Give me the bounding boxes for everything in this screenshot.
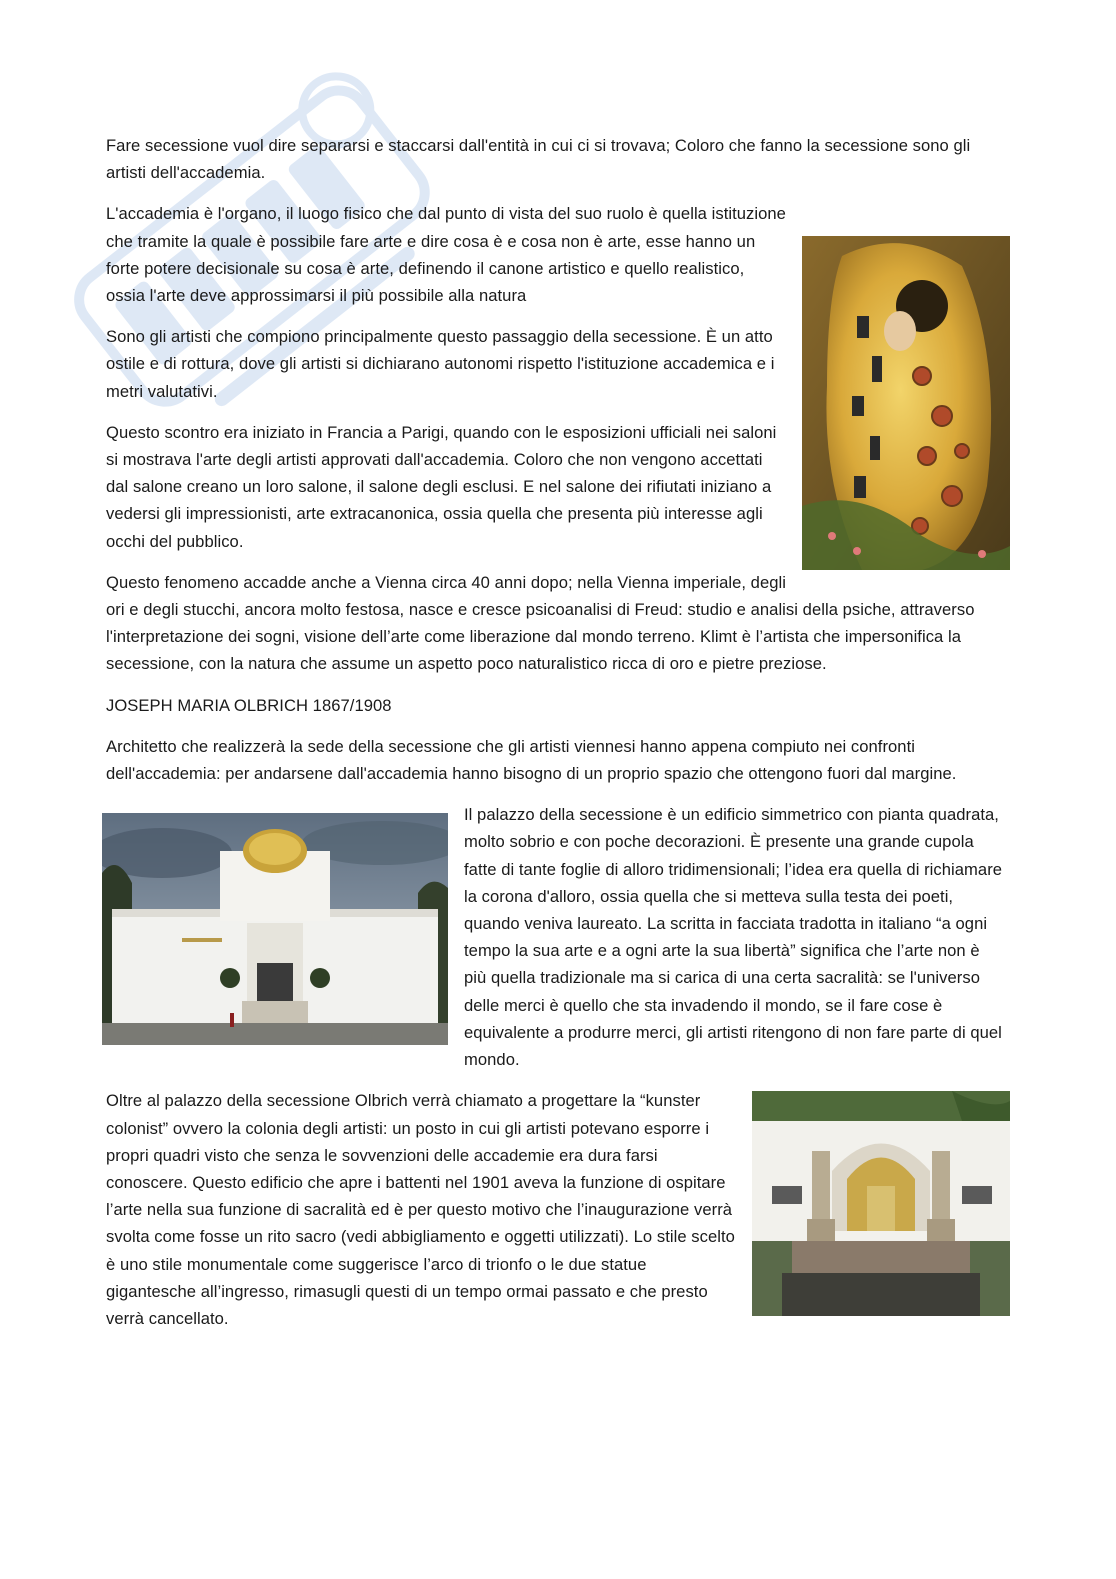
klimt-kiss-painting bbox=[802, 236, 1010, 570]
paragraph-7: Architetto che realizzerà la sede della secessione che gli artisti viennesi hanno appena compiuto nei confronti dell'accademia: per andarsene dall'accademia hanno bisogno di un proprio spazio che ottengono fuori dal margine. bbox=[106, 736, 957, 784]
paragraph-3: Sono gli artisti che compiono principalmente questo passaggio della secessione. È un atto ostile e di rottura, dove gli artisti si dichiarano autonomi rispetto l'istituzione accademica e i metri valutativi. bbox=[106, 327, 775, 401]
paragraph-2: L'accademia è l'organo, il luogo fisico che dal punto di vista del suo ruolo è quella istituzione che tramite la quale è possibile fare arte e dire cosa è e cosa non è arte, esse hanno un forte potere decisionale su cosa è arte, definendo il canone artistico e quello realistico, ossia l'arte deve approssimarsi il più possibile alla natura bbox=[106, 204, 786, 306]
painting-gold-embrace-icon bbox=[802, 236, 1010, 570]
paragraph-4: Questo scontro era iniziato in Francia a Parigi, quando con le esposizioni ufficiali nei saloni si mostrava l'arte degli artisti approvati dall'accademia. Coloro che non vengono accettati dal salone creano un loro salone, il salone degli esclusi. E nel salone dei rifiutati iniziano a vedersi gli impressionisti, arte extracanonica, ossia quella che presenta più interesse agli occhi del pubblico. bbox=[106, 422, 777, 551]
paragraph-8: Il palazzo della secessione è un edificio simmetrico con pianta quadrata, molto sobrio e con poche decorazioni. È presente una grande cupola fatte di tante foglie di alloro tridimensionali; l’idea era quella di richiamare la corona d'alloro, ossia quella che si metteva sulla testa dei poeti, quando veniva laureato. La scritta in facciata tradotta in italiano “a ogni tempo la sua arte e a ogni arte la sua libertà” significa che l’arte non è più quella tradizionale ma si carica di una certa sacralità: se l'universo delle merci è quello che sta invadendo il mondo, se il fare cose è equivalente a produrre merci, gli artisti ritengono di non fare parte di quel mondo. bbox=[464, 805, 1003, 1070]
photo-white-building-golden-dome-icon bbox=[102, 813, 448, 1045]
section-heading-olbrich: JOSEPH MARIA OLBRICH 1867/1908 bbox=[106, 695, 392, 715]
secession-building-photo bbox=[102, 813, 448, 1045]
artists-colony-photo bbox=[752, 1091, 1010, 1316]
paragraph-9: Oltre al palazzo della secessione Olbrich verrà chiamato a progettare la “kunster colonist” ovvero la colonia degli artisti: un posto in cui gli artisti potevano esporre i propri quadri visto che senza le sovvenzioni delle accademie era dura farsi conoscere. Questo edificio che apre i battenti nel 1901 aveva la funzione di ospitare l’arte nella sua funzione di sacralità ed è per questo motivo che l’inaugurazione verrà svolta come fosse un rito sacro (vedi abbigliamento e oggetti utilizzati). Lo stile scelto è uno stile monumentale come suggerisce l’arco di trionfo o le due statue gigantesche all’ingresso, rimasugli questi di un tempo ormai passato e che presto verrà cancellato. bbox=[106, 1091, 735, 1328]
paragraph-5: Questo fenomeno accadde anche a Vienna circa 40 anni dopo; nella Vienna imperiale, degli ori e degli stucchi, ancora molto festosa, nasce e cresce psicoanalisi di Freud: studio e analisi della psiche, attraverso l'interpretazione dei sogni, visione dell’arte come liberazione dal mondo terreno. Klimt è l’artista che impersonifica la secessione, con la natura che assume un aspetto poco naturalistico ricca di oro e pietre preziose. bbox=[106, 572, 975, 674]
document-body bbox=[106, 132, 1006, 1346]
photo-arched-entrance-statues-icon bbox=[752, 1091, 1010, 1316]
paragraph-1: Fare secessione vuol dire separarsi e staccarsi dall'entità in cui ci si trovava; Coloro che fanno la secessione sono gli artisti dell'accademia. bbox=[106, 136, 971, 183]
